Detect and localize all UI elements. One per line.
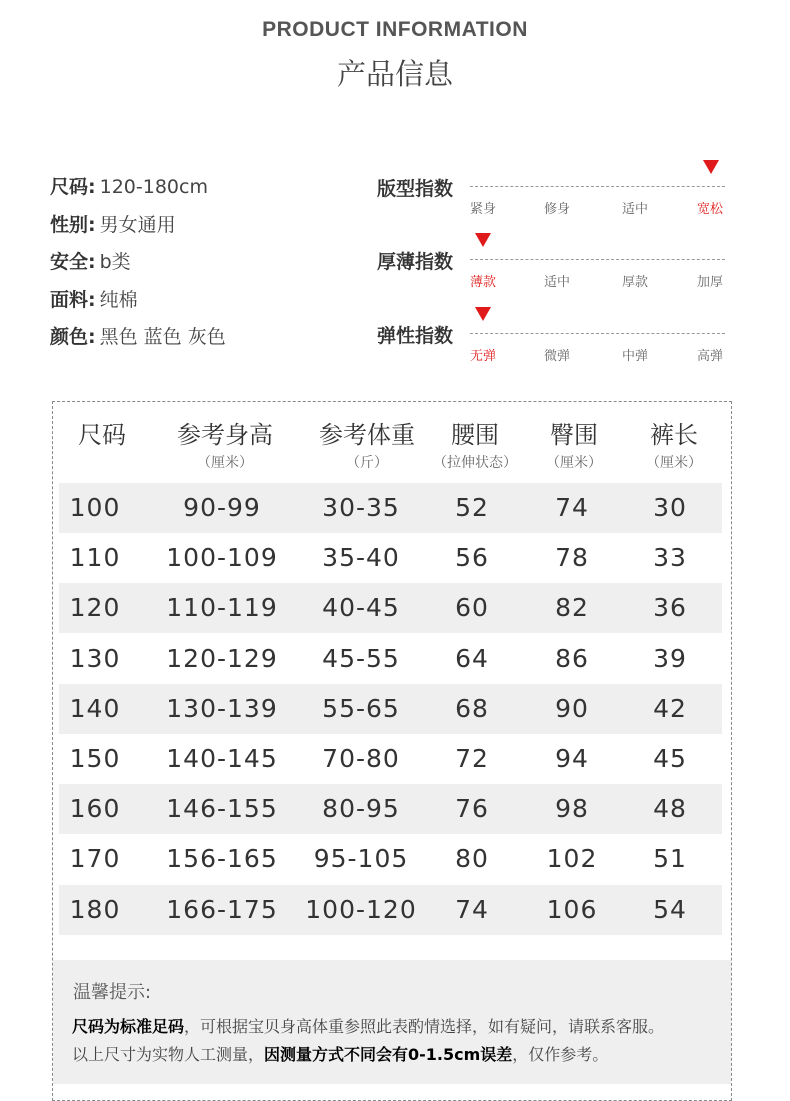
cell-waist: 64 bbox=[455, 644, 489, 673]
index-marker-icon bbox=[475, 233, 491, 247]
index-option-selected: 宽松 bbox=[697, 202, 724, 217]
header-title: 裤长 bbox=[650, 421, 698, 449]
cell-waist: 76 bbox=[455, 794, 489, 823]
tips-line-2-bold: 因测量方式不同会有0-1.5cm误差 bbox=[264, 1045, 513, 1064]
cell-length: 42 bbox=[653, 694, 687, 723]
cell-waist: 74 bbox=[455, 895, 489, 924]
attr-gender bbox=[50, 210, 176, 237]
cell-height: 110-119 bbox=[166, 593, 278, 622]
cell-hip: 82 bbox=[555, 593, 589, 622]
attr-key: 性别: bbox=[50, 214, 96, 236]
cell-size: 140 bbox=[69, 694, 121, 723]
table-row bbox=[59, 583, 722, 633]
index-marker-icon bbox=[475, 307, 491, 321]
index-option: 加厚 bbox=[697, 275, 724, 290]
attr-value: 纯棉 bbox=[99, 289, 138, 311]
tips-line-1 bbox=[72, 1014, 664, 1037]
cell-height: 146-155 bbox=[166, 794, 278, 823]
attr-value: 120-180cm bbox=[99, 176, 208, 198]
cell-height: 140-145 bbox=[166, 744, 278, 773]
column-header-length bbox=[614, 415, 734, 472]
header-unit: （厘米） bbox=[546, 455, 602, 471]
index-option: 微弹 bbox=[544, 349, 571, 364]
index-option: 厚款 bbox=[622, 275, 649, 290]
tips-panel bbox=[53, 960, 731, 1084]
title-en: PRODUCT INFORMATION bbox=[262, 18, 528, 41]
attr-safety bbox=[50, 247, 131, 274]
cell-weight: 55-65 bbox=[322, 694, 400, 723]
header-title: 参考体重 bbox=[319, 421, 415, 449]
index-option: 修身 bbox=[544, 202, 571, 217]
index-marker-icon bbox=[703, 160, 719, 174]
index-label: 版型指数 bbox=[377, 178, 454, 200]
cell-waist: 56 bbox=[455, 543, 489, 572]
index-option-selected: 薄款 bbox=[470, 275, 497, 290]
index-label: 弹性指数 bbox=[377, 325, 454, 347]
tips-line-1-text: ，可根据宝贝身高体重参照此表酌情选择，如有疑问，请联系客服。 bbox=[184, 1017, 665, 1036]
fit-index bbox=[377, 174, 737, 234]
cell-height: 100-109 bbox=[166, 543, 278, 572]
cell-height: 120-129 bbox=[166, 644, 278, 673]
elasticity-index bbox=[377, 321, 737, 381]
tips-line-2-end: ，仅作参考。 bbox=[512, 1045, 609, 1064]
header-title: 尺码 bbox=[78, 421, 126, 449]
cell-hip: 94 bbox=[555, 744, 589, 773]
index-scale-line bbox=[470, 186, 725, 187]
cell-hip: 98 bbox=[555, 794, 589, 823]
tips-line-2 bbox=[72, 1042, 608, 1065]
tips-line-1-bold: 尺码为标准足码 bbox=[72, 1017, 185, 1036]
attr-value: 男女通用 bbox=[99, 214, 176, 236]
index-label: 厚薄指数 bbox=[377, 251, 454, 273]
header-unit: （厘米） bbox=[646, 455, 702, 471]
cell-length: 54 bbox=[653, 895, 687, 924]
cell-length: 33 bbox=[653, 543, 687, 572]
table-row bbox=[59, 834, 722, 884]
attr-value: 黑色 蓝色 灰色 bbox=[99, 326, 226, 348]
index-scale-line bbox=[470, 333, 725, 334]
index-option-selected: 无弹 bbox=[470, 349, 497, 364]
cell-length: 45 bbox=[653, 744, 687, 773]
cell-waist: 52 bbox=[455, 493, 489, 522]
table-row bbox=[59, 734, 722, 784]
cell-size: 110 bbox=[69, 543, 121, 572]
attr-color bbox=[50, 322, 226, 349]
cell-weight: 35-40 bbox=[322, 543, 400, 572]
cell-size: 180 bbox=[69, 895, 121, 924]
thickness-index bbox=[377, 247, 737, 307]
attr-key: 安全: bbox=[50, 251, 96, 273]
cell-hip: 74 bbox=[555, 493, 589, 522]
tips-title: 温馨提示: bbox=[73, 982, 152, 1003]
header-unit: （厘米） bbox=[197, 455, 253, 471]
cell-size: 160 bbox=[69, 794, 121, 823]
attr-key: 尺码: bbox=[50, 176, 96, 198]
index-option: 紧身 bbox=[470, 202, 497, 217]
cell-weight: 80-95 bbox=[322, 794, 400, 823]
table-row bbox=[59, 784, 722, 834]
header-title: 臀围 bbox=[550, 421, 598, 449]
title-cn: 产品信息 bbox=[336, 57, 453, 91]
header-unit: （拉伸状态） bbox=[433, 455, 517, 471]
cell-height: 156-165 bbox=[166, 844, 278, 873]
header-title: 腰围 bbox=[451, 421, 499, 449]
attr-size bbox=[50, 172, 208, 199]
cell-size: 170 bbox=[69, 844, 121, 873]
index-option: 适中 bbox=[544, 275, 571, 290]
index-option: 中弹 bbox=[622, 349, 649, 364]
cell-hip: 106 bbox=[546, 895, 598, 924]
cell-waist: 80 bbox=[455, 844, 489, 873]
table-row bbox=[59, 684, 722, 734]
cell-height: 166-175 bbox=[166, 895, 278, 924]
table-row bbox=[59, 634, 722, 684]
cell-weight: 95-105 bbox=[313, 844, 409, 873]
cell-hip: 90 bbox=[555, 694, 589, 723]
cell-hip: 102 bbox=[546, 844, 598, 873]
cell-length: 36 bbox=[653, 593, 687, 622]
table-row bbox=[59, 885, 722, 935]
cell-size: 100 bbox=[69, 493, 121, 522]
cell-height: 90-99 bbox=[183, 493, 261, 522]
index-option: 高弹 bbox=[697, 349, 724, 364]
cell-hip: 86 bbox=[555, 644, 589, 673]
index-option: 适中 bbox=[622, 202, 649, 217]
cell-size: 120 bbox=[69, 593, 121, 622]
cell-length: 30 bbox=[653, 493, 687, 522]
cell-size: 130 bbox=[69, 644, 121, 673]
attr-key: 颜色: bbox=[50, 326, 96, 348]
cell-weight: 30-35 bbox=[322, 493, 400, 522]
header-unit: （斤） bbox=[346, 455, 388, 471]
cell-height: 130-139 bbox=[166, 694, 278, 723]
cell-weight: 40-45 bbox=[322, 593, 400, 622]
attr-fabric bbox=[50, 285, 138, 312]
column-header-weight bbox=[307, 415, 427, 472]
cell-waist: 68 bbox=[455, 694, 489, 723]
tips-line-2-start: 以上尺寸为实物人工测量， bbox=[72, 1045, 265, 1064]
header-title: 参考身高 bbox=[177, 421, 273, 449]
attr-value: b类 bbox=[99, 251, 131, 273]
cell-waist: 72 bbox=[455, 744, 489, 773]
index-scale-line bbox=[470, 259, 725, 260]
cell-weight: 45-55 bbox=[322, 644, 400, 673]
cell-hip: 78 bbox=[555, 543, 589, 572]
cell-length: 48 bbox=[653, 794, 687, 823]
cell-weight: 100-120 bbox=[305, 895, 417, 924]
column-header-height bbox=[165, 415, 285, 472]
table-row bbox=[59, 533, 722, 583]
table-row bbox=[59, 483, 722, 533]
cell-waist: 60 bbox=[455, 593, 489, 622]
attr-key: 面料: bbox=[50, 289, 96, 311]
cell-length: 51 bbox=[653, 844, 687, 873]
cell-weight: 70-80 bbox=[322, 744, 400, 773]
cell-size: 150 bbox=[69, 744, 121, 773]
column-header-size bbox=[42, 415, 162, 452]
cell-length: 39 bbox=[653, 644, 687, 673]
